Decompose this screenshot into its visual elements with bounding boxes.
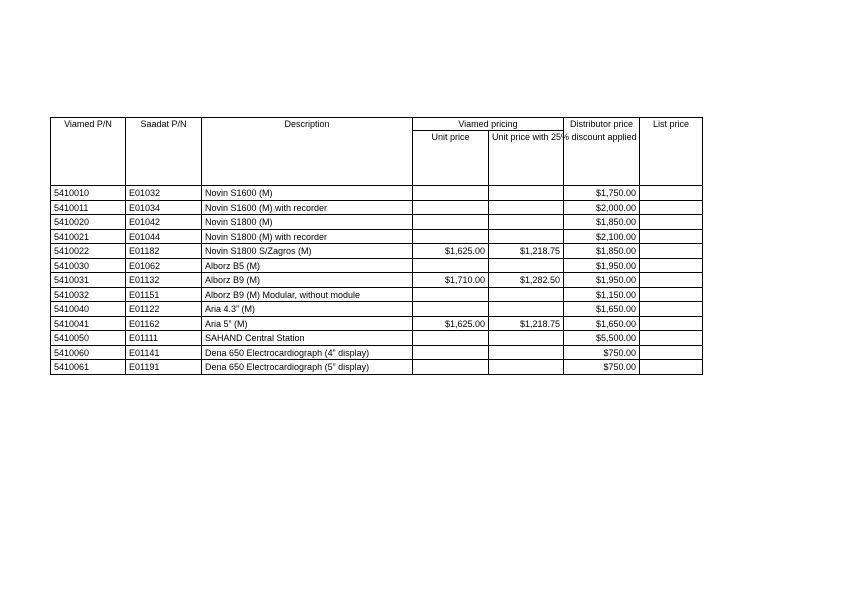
header-distributor-price: Distributor price bbox=[564, 118, 640, 186]
cell-description: Alborz B5 (M) bbox=[202, 258, 413, 273]
cell-viamed-pn: 5410040 bbox=[51, 302, 126, 317]
cell-discount-price bbox=[489, 331, 564, 346]
cell-viamed-pn: 5410061 bbox=[51, 360, 126, 375]
cell-saadat-pn: E01182 bbox=[126, 244, 202, 259]
cell-saadat-pn: E01162 bbox=[126, 316, 202, 331]
cell-discount-price bbox=[489, 345, 564, 360]
cell-saadat-pn: E01122 bbox=[126, 302, 202, 317]
cell-unit-price bbox=[413, 331, 489, 346]
table-row bbox=[51, 200, 703, 215]
cell-saadat-pn: E01111 bbox=[126, 331, 202, 346]
cell-distributor-price: $1,850.00 bbox=[564, 244, 640, 259]
cell-saadat-pn: E01032 bbox=[126, 186, 202, 201]
cell-list-price bbox=[640, 244, 703, 259]
table-row bbox=[51, 287, 703, 302]
cell-distributor-price: $750.00 bbox=[564, 360, 640, 375]
cell-discount-price bbox=[489, 229, 564, 244]
cell-discount-price bbox=[489, 186, 564, 201]
cell-distributor-price: $2,100.00 bbox=[564, 229, 640, 244]
cell-saadat-pn: E01191 bbox=[126, 360, 202, 375]
cell-description: Alborz B9 (M) Modular, without module bbox=[202, 287, 413, 302]
cell-list-price bbox=[640, 215, 703, 230]
cell-unit-price bbox=[413, 186, 489, 201]
cell-discount-price bbox=[489, 215, 564, 230]
cell-list-price bbox=[640, 287, 703, 302]
header-viamed-pn: Viamed P/N bbox=[51, 118, 126, 186]
cell-description: Novin S1600 (M) with recorder bbox=[202, 200, 413, 215]
cell-unit-price bbox=[413, 215, 489, 230]
cell-discount-price bbox=[489, 360, 564, 375]
cell-description: Dena 650 Electrocardiograph (4” display) bbox=[202, 345, 413, 360]
table-row bbox=[51, 215, 703, 230]
cell-list-price bbox=[640, 360, 703, 375]
cell-distributor-price: $2,000.00 bbox=[564, 200, 640, 215]
cell-unit-price bbox=[413, 200, 489, 215]
table-row bbox=[51, 331, 703, 346]
header-description: Description bbox=[202, 118, 413, 186]
cell-list-price bbox=[640, 273, 703, 288]
table-row bbox=[51, 244, 703, 259]
cell-unit-price bbox=[413, 229, 489, 244]
cell-unit-price bbox=[413, 345, 489, 360]
cell-viamed-pn: 5410010 bbox=[51, 186, 126, 201]
table-row bbox=[51, 186, 703, 201]
header-list-price: List price bbox=[640, 118, 703, 186]
cell-distributor-price: $1,750.00 bbox=[564, 186, 640, 201]
cell-unit-price: $1,710.00 bbox=[413, 273, 489, 288]
cell-list-price bbox=[640, 316, 703, 331]
cell-discount-price bbox=[489, 200, 564, 215]
cell-viamed-pn: 5410031 bbox=[51, 273, 126, 288]
table-row bbox=[51, 345, 703, 360]
cell-saadat-pn: E01044 bbox=[126, 229, 202, 244]
table-row bbox=[51, 360, 703, 375]
header-unit-price: Unit price bbox=[413, 131, 489, 186]
cell-distributor-price: $750.00 bbox=[564, 345, 640, 360]
cell-discount-price: $1,218.75 bbox=[489, 244, 564, 259]
header-unit-price-discount: Unit price with 25% discount applied bbox=[489, 131, 564, 186]
table-row bbox=[51, 316, 703, 331]
cell-viamed-pn: 5410021 bbox=[51, 229, 126, 244]
cell-distributor-price: $1,850.00 bbox=[564, 215, 640, 230]
cell-distributor-price: $1,650.00 bbox=[564, 302, 640, 317]
price-table bbox=[50, 117, 703, 375]
cell-discount-price: $1,282.50 bbox=[489, 273, 564, 288]
cell-description: Novin S1800 S/Zagros (M) bbox=[202, 244, 413, 259]
cell-viamed-pn: 5410030 bbox=[51, 258, 126, 273]
cell-description: Novin S1800 (M) with recorder bbox=[202, 229, 413, 244]
cell-list-price bbox=[640, 186, 703, 201]
cell-saadat-pn: E01034 bbox=[126, 200, 202, 215]
cell-distributor-price: $5,500.00 bbox=[564, 331, 640, 346]
table-row bbox=[51, 229, 703, 244]
cell-list-price bbox=[640, 200, 703, 215]
cell-discount-price bbox=[489, 258, 564, 273]
table-row bbox=[51, 273, 703, 288]
cell-list-price bbox=[640, 345, 703, 360]
cell-discount-price bbox=[489, 302, 564, 317]
table-body bbox=[51, 186, 703, 375]
cell-viamed-pn: 5410011 bbox=[51, 200, 126, 215]
cell-viamed-pn: 5410022 bbox=[51, 244, 126, 259]
cell-saadat-pn: E01042 bbox=[126, 215, 202, 230]
cell-list-price bbox=[640, 229, 703, 244]
cell-description: Dena 650 Electrocardiograph (5” display) bbox=[202, 360, 413, 375]
cell-description: Novin S1800 (M) bbox=[202, 215, 413, 230]
cell-discount-price: $1,218.75 bbox=[489, 316, 564, 331]
cell-saadat-pn: E01062 bbox=[126, 258, 202, 273]
cell-saadat-pn: E01141 bbox=[126, 345, 202, 360]
cell-list-price bbox=[640, 258, 703, 273]
cell-unit-price: $1,625.00 bbox=[413, 316, 489, 331]
header-viamed-pricing: Viamed pricing bbox=[413, 118, 564, 131]
cell-unit-price bbox=[413, 287, 489, 302]
cell-viamed-pn: 5410041 bbox=[51, 316, 126, 331]
cell-description: Alborz B9 (M) bbox=[202, 273, 413, 288]
cell-discount-price bbox=[489, 287, 564, 302]
cell-list-price bbox=[640, 302, 703, 317]
cell-unit-price: $1,625.00 bbox=[413, 244, 489, 259]
cell-distributor-price: $1,950.00 bbox=[564, 273, 640, 288]
cell-list-price bbox=[640, 331, 703, 346]
cell-description: Aria 5” (M) bbox=[202, 316, 413, 331]
cell-viamed-pn: 5410050 bbox=[51, 331, 126, 346]
table-row bbox=[51, 258, 703, 273]
cell-description: SAHAND Central Station bbox=[202, 331, 413, 346]
cell-saadat-pn: E01132 bbox=[126, 273, 202, 288]
cell-viamed-pn: 5410020 bbox=[51, 215, 126, 230]
cell-unit-price bbox=[413, 302, 489, 317]
cell-unit-price bbox=[413, 258, 489, 273]
cell-viamed-pn: 5410032 bbox=[51, 287, 126, 302]
header-saadat-pn: Saadat P/N bbox=[126, 118, 202, 186]
cell-saadat-pn: E01151 bbox=[126, 287, 202, 302]
table-row bbox=[51, 302, 703, 317]
cell-unit-price bbox=[413, 360, 489, 375]
cell-description: Aria 4.3” (M) bbox=[202, 302, 413, 317]
cell-distributor-price: $1,650.00 bbox=[564, 316, 640, 331]
cell-description: Novin S1600 (M) bbox=[202, 186, 413, 201]
cell-viamed-pn: 5410060 bbox=[51, 345, 126, 360]
cell-distributor-price: $1,150.00 bbox=[564, 287, 640, 302]
cell-distributor-price: $1,950.00 bbox=[564, 258, 640, 273]
